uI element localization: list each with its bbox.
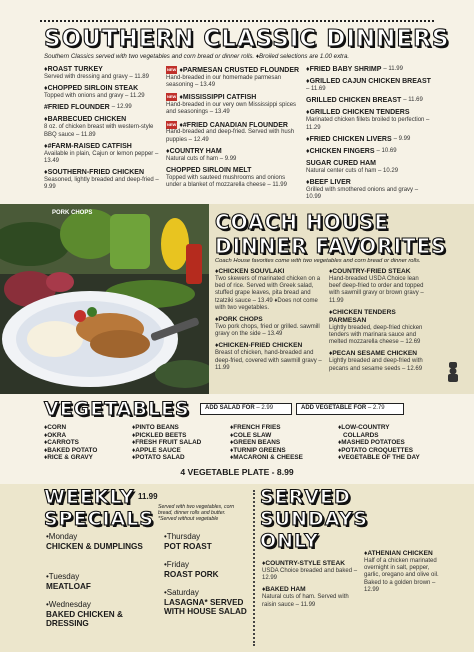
list-item: ♦TURNIP GREENS: [230, 446, 286, 454]
list-item: ♦COLE SLAW: [230, 431, 272, 439]
day-name: •Friday: [164, 560, 190, 569]
item-desc: Natural cuts of ham. Served with raisin sauce – 11.99: [262, 594, 349, 608]
vegetable-list-2: [132, 424, 226, 462]
item-desc: – 10.69: [376, 147, 397, 154]
list-item: ♦PINTO BEANS: [132, 424, 179, 431]
item-desc: Grilled with smothered onions and gravy – 10.99: [306, 187, 419, 201]
item-name: CHOPPED SIRLOIN MELT: [166, 166, 252, 174]
menu-item: [306, 148, 432, 156]
menu-item: [329, 309, 431, 347]
list-item: ♦CORN: [44, 424, 67, 431]
add-vegetable-box: [296, 403, 404, 415]
item-name: GRILLED CHICKEN BREAST: [306, 97, 402, 105]
item-name: ♦ATHENIAN CHICKEN: [364, 550, 433, 557]
item-desc: Natural cuts of ham – 9.99: [166, 155, 237, 162]
southern-classic-section: [0, 0, 474, 204]
item-name: ♦FRIED BABY SHRIMP: [306, 66, 382, 73]
section-divider: [253, 490, 255, 646]
item-desc: Topped with sauteed mushrooms and onions under a blanket of mozzarella cheese – 11.99: [166, 174, 287, 189]
southern-column-3: [306, 66, 432, 205]
special-monday: [46, 532, 156, 551]
day-name: •Wednesday: [46, 600, 91, 609]
item-name: ♦CHICKEN-FRIED CHICKEN: [215, 342, 303, 350]
item-name: ♦PORK CHOPS: [215, 316, 263, 324]
add-veg-price: – 2.79: [367, 405, 385, 411]
item-desc: Lightly breaded, deep-fried chicken tenders with marinara sauce and melted mozzarella cheese – 12.69: [329, 324, 423, 346]
weekly-title-line1: WEEKLY: [44, 486, 135, 508]
item-name: ♦PARMESAN CRUSTED FLOUNDER: [179, 66, 300, 74]
menu-item: [44, 143, 160, 165]
item-desc: Topped with onions and gravy – 11.29: [44, 93, 145, 100]
weekly-description: Served with two vegetables, corn bread, dinner rolls and butter. *Served without vegetable: [158, 504, 235, 523]
add-salad-price: – 2.99: [256, 405, 274, 411]
menu-item: [44, 85, 160, 100]
special-thursday: [164, 532, 254, 551]
list-item: COLLARDS: [343, 431, 379, 439]
item-name: ♦BARBECUED CHICKEN: [44, 116, 127, 124]
item-desc: 8 oz. of chicken breast with western-style BBQ sauce – 11.89: [44, 124, 154, 138]
item-name: SUGAR CURED HAM: [306, 159, 376, 167]
item-desc: Seasoned, lightly breaded and deep-fried – 9.99: [44, 177, 159, 191]
item-desc: Lightly breaded and deep-fried with pecans and sesame seeds – 12.69: [329, 358, 423, 372]
day-name: •Thursday: [164, 532, 201, 541]
item-name: ♦BEEF LIVER: [306, 179, 351, 187]
item-name: ♦COUNTRY-FRIED STEAK: [329, 268, 411, 275]
new-badge: NEW: [167, 67, 177, 72]
item-name: ♦GRILLED CHICKEN TENDERS: [306, 109, 410, 117]
menu-item: [329, 350, 431, 372]
new-badge: NEW: [167, 94, 177, 100]
coach-house-section: [209, 204, 474, 394]
coach-subtitle: Coach House favorites come with two vegetables and corn bread or dinner rolls.: [215, 258, 421, 264]
item-name: ♦CHICKEN TENDERS PARMESAN: [329, 308, 396, 324]
day-dish: MEATLOAF: [46, 581, 91, 591]
menu-item: [166, 121, 300, 144]
sundays-column-2: [364, 550, 440, 598]
menu-item: [306, 109, 432, 131]
photo-label: PORK CHOPS: [52, 210, 93, 216]
item-desc: Hand-breaded USDA Choice lean beef deep-fried to order and topped with sawmill gravy or brown gravy – 11.99: [329, 276, 424, 304]
item-desc: – 11.69: [306, 86, 326, 93]
vegetable-plate-price: 4 VEGETABLE PLATE - 8.99: [180, 467, 294, 477]
list-item: ♦MACARONI & CHEESE: [230, 454, 303, 462]
list-item: ♦OKRA: [44, 431, 67, 439]
sundays-title-line2: SUNDAYS: [260, 508, 369, 530]
list-item: ♦APPLE SAUCE: [132, 446, 181, 454]
item-desc: Available in plain, Cajun or lemon pepper – 13.49: [44, 150, 159, 165]
southern-column-1: [44, 66, 160, 196]
menu-item: [166, 148, 300, 163]
vegetable-list-1: [44, 424, 130, 462]
menu-item: [166, 66, 300, 89]
item-desc: USDA Choice breaded and baked – 12.99: [262, 568, 358, 582]
menu-item: [44, 169, 160, 191]
item-name: ♦COUNTRY HAM: [166, 147, 222, 155]
menu-item: [215, 268, 325, 312]
item-desc: Two skewers of marinated chicken on a bed of rice. Served with Greek salad, stuffed grape leaves, pita bread and tzatziki sauce – 13.49 ♦Does not come with two vegetables.: [215, 276, 321, 311]
list-item: ♦RICE & GRAVY: [44, 454, 93, 462]
item-name: ♦COUNTRY-STYLE STEAK: [262, 560, 345, 567]
item-desc: Two pork chops, fried or grilled. sawmill gravy on the side – 13.49: [215, 324, 320, 338]
special-tuesday: [46, 572, 156, 591]
item-desc: – 11.99: [383, 66, 403, 72]
divider-top: [40, 20, 434, 22]
menu-item: [166, 93, 300, 116]
sundays-title-line1: SERVED: [260, 486, 351, 508]
day-name: •Saturday: [164, 588, 199, 597]
list-item: ♦GREEN BEANS: [230, 439, 281, 447]
item-name: ♦CHICKEN FINGERS: [306, 147, 375, 155]
sundays-column-1: [262, 560, 364, 613]
list-item: ♦CARROTS: [44, 439, 79, 447]
menu-item: [306, 66, 432, 74]
item-desc: Breast of chicken, hand-breaded and deep-fried, covered with sawmill gravy – 11.99: [215, 350, 322, 371]
menu-item: [364, 550, 440, 594]
southern-title: SOUTHERN CLASSIC DINNERS: [44, 26, 450, 52]
list-item: ♦FRESH FRUIT SALAD: [132, 439, 202, 447]
item-name: ♦SOUTHERN-FRIED CHICKEN: [44, 169, 145, 177]
chef-icon: [446, 362, 460, 382]
sundays-title: [260, 486, 368, 552]
item-name: ♦#FARM-RAISED CATFISH: [44, 142, 132, 150]
menu-item: [329, 268, 431, 305]
item-name: ♦#FRIED CANADIAN FLOUNDER: [179, 121, 288, 129]
special-friday: [164, 560, 254, 579]
list-item: ♦LOW-COUNTRY: [338, 424, 390, 431]
item-name: ♦GRILLED CAJUN CHICKEN BREAST: [306, 78, 431, 85]
new-badge: NEW: [167, 121, 177, 127]
weekly-title-line2: SPECIALS: [44, 508, 155, 530]
coach-title-line2: DINNER FAVORITES: [215, 234, 447, 258]
menu-item: [306, 160, 432, 175]
item-desc: – 12.99: [111, 104, 132, 111]
day-dish: LASAGNA* SERVED WITH HOUSE SALAD: [164, 597, 247, 616]
menu-item: [262, 560, 364, 582]
day-dish: BAKED CHICKEN & DRESSING: [46, 609, 123, 628]
coach-column-2: [329, 268, 431, 377]
vegetables-section: [0, 394, 474, 484]
food-illustration: [0, 204, 209, 394]
item-desc: Marinated chicken fillets broiled to perfection – 11.29: [306, 117, 430, 131]
coach-column-1: [215, 268, 325, 376]
item-desc: Hand-breaded and deep-fried. Served with hush puppies – 12.49: [166, 129, 295, 143]
day-dish: ROAST PORK: [164, 569, 219, 579]
item-desc: Served with dressing and gravy – 11.89: [44, 74, 149, 80]
menu-item: [44, 116, 160, 138]
special-saturday: [164, 588, 254, 617]
item-name: ♦PECAN SESAME CHICKEN: [329, 350, 417, 358]
menu-item: [306, 97, 432, 105]
coach-title-line1: COACH HOUSE: [215, 210, 390, 234]
weekly-price: 11.99: [138, 492, 158, 501]
list-item: ♦BAKED POTATO: [44, 446, 98, 454]
item-desc: Hand-breaded in our very own Mississippi spices and seasonings – 13.49: [166, 102, 297, 116]
item-desc: Hand-breaded in our homemade parmesan seasoning – 13.49: [166, 74, 282, 89]
menu-item: [306, 179, 432, 201]
sundays-title-line3: ONLY: [260, 530, 319, 552]
menu-item: [215, 342, 325, 372]
list-item: ♦POTATO CROQUETTES: [338, 446, 413, 454]
item-desc: – 11.69: [403, 97, 423, 104]
southern-subtitle: Southern Classics served with two vegetables and corn bread or dinner rolls. ♦Broiled selections are 1.00 extra.: [44, 53, 350, 60]
day-name: •Monday: [46, 532, 78, 541]
list-item: ♦FRENCH FRIES: [230, 424, 281, 431]
day-dish: POT ROAST: [164, 541, 212, 551]
item-desc: Natural center cuts of ham – 10.29: [306, 167, 399, 174]
item-name: ♦MISSISSIPPI CATFISH: [179, 94, 257, 102]
special-wednesday: [46, 600, 156, 629]
menu-item: [306, 78, 432, 93]
menu-item: [44, 104, 160, 112]
item-name: ♦FRIED CHICKEN LIVERS: [306, 135, 392, 143]
weekly-specials-section: [0, 484, 474, 652]
add-veg-label: ADD VEGETABLE FOR: [301, 405, 367, 411]
item-desc: Half of a chicken marinated overnight in salt, pepper, garlic, oregano and olive oil. Baked to a golden brown – 12.99: [364, 558, 439, 593]
vegetable-list-3: [230, 424, 336, 462]
menu-item: [215, 316, 325, 338]
day-dish: CHICKEN & DUMPLINGS: [46, 541, 143, 551]
menu-item: [262, 586, 364, 608]
item-name: #FRIED FLOUNDER: [44, 104, 110, 112]
item-name: ♦CHOPPED SIRLOIN STEAK: [44, 85, 139, 93]
item-desc: – 9.99: [393, 135, 411, 142]
menu-item: [166, 167, 300, 189]
item-name: ♦BAKED HAM: [262, 586, 306, 594]
southern-column-2: [166, 66, 300, 193]
vegetable-list-4: [338, 424, 438, 462]
vegetables-title: VEGETABLES: [44, 398, 190, 420]
list-item: ♦POTATO SALAD: [132, 454, 185, 462]
menu-item: [44, 66, 160, 81]
coach-title: [215, 210, 447, 258]
day-name: •Tuesday: [46, 572, 80, 581]
pork-chops-photo: [0, 204, 209, 394]
list-item: ♦VEGETABLE OF THE DAY: [338, 454, 420, 462]
list-item: ♦PICKLED BEETS: [132, 431, 187, 439]
list-item: ♦MASHED POTATOES: [338, 439, 405, 447]
menu-item: [306, 136, 432, 144]
item-name: ♦CHICKEN SOUVLAKI: [215, 268, 285, 275]
add-salad-label: ADD SALAD FOR: [205, 405, 255, 411]
add-salad-box: [200, 403, 292, 415]
item-name: ♦ROAST TURKEY: [44, 66, 103, 73]
